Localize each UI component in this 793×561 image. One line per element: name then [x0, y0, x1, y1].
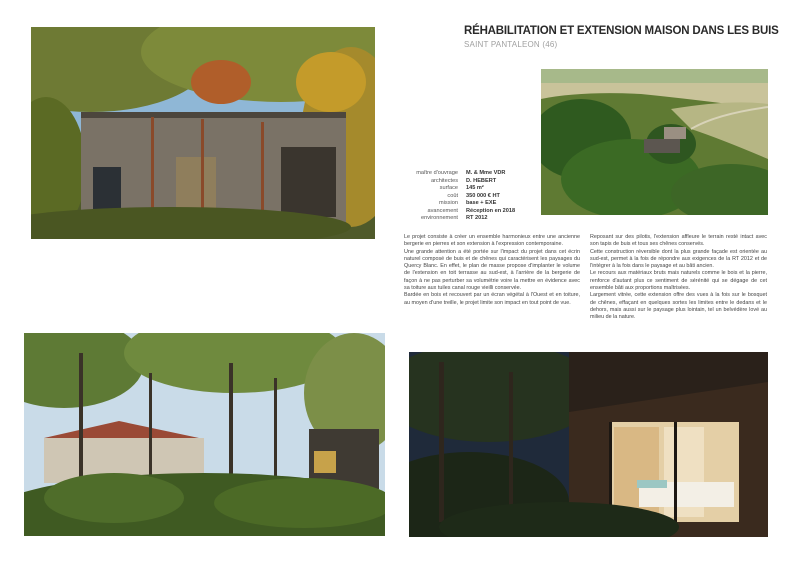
- description-left-column: [404, 234, 580, 307]
- paragraph: Le projet consiste à créer un ensemble harmonieux entre une ancienne bergerie en pierres et son extension à l'expression contemporaine.: [404, 234, 580, 248]
- photo-bedroom-night-view: [409, 352, 768, 537]
- photo-bergerie-and-extension: [24, 333, 385, 536]
- project-title: RÉHABILITATION ET EXTENSION MAISON DANS LES BUIS: [464, 25, 779, 37]
- fact-row: architectes D. HEBERT: [430, 177, 497, 184]
- fact-row: mission base + EXE: [439, 200, 497, 206]
- project-facts: [404, 170, 515, 223]
- fact-row: avancement Réception en 2018: [427, 207, 516, 214]
- fact-row: environnement RT 2012: [420, 215, 488, 221]
- photo-aerial-view: [541, 69, 768, 215]
- paragraph: Largement vitrée, cette extension offre des vues à la fois sur le bosquet de chênes, effaçant en quelques sortes les limites entre le dedans et le dehors, mais aussi sur le paysage plus lointain, tel un belvédère lové au milieu de la nature.: [590, 292, 767, 321]
- paragraph: Une grande attention a été portée sur l'impact du projet dans cet écrin naturel composé de buis et de chênes qui caractérisent les paysages du Quercy Blanc. En effet, le plan de masse propose d'implanter le volume de l'extension en toit terrasse au sud-est, à l'arrière de la bergerie de façon à ne pas perturber sa volumétrie voire la mettre en évidence avec sa toiture aux tuiles canal rouge vieilli conservée.: [404, 248, 580, 292]
- description-right-column: [590, 234, 767, 322]
- photo-extension-facade: [31, 27, 375, 239]
- fact-row: maître d'ouvrage M. & Mme VDR: [416, 170, 506, 176]
- paragraph: Bardée en bois et recouvert par un écran végétal à l'Ouest et en toiture, au moyen d'une treille, le projet limite son impact en tout point de vue.: [404, 292, 580, 306]
- project-location: SAINT PANTALEON (46): [464, 40, 558, 49]
- paragraph: Cette construction réversible dont la plus grande façade est orientée au sud-est, permet à la fois de répondre aux exigences de la RT 2012 et de l'intégrer à la fois dans le paysage et au bâti ancien.: [590, 248, 767, 270]
- fact-row: coût 350 000 € HT: [447, 192, 500, 199]
- fact-row: surface 145 m²: [439, 185, 484, 191]
- paragraph: Le recours aux matériaux bruts mais naturels comme le bois et la pierre, renforce d'autant plus ce sentiment de sérénité qui se dégage de cet ensemble bâti aux proportions maîtrisées.: [590, 270, 767, 292]
- paragraph: Reposant sur des pilotis, l'extension affleure le terrain resté intact avec son tapis de buis et tous ses chênes conservés.: [590, 234, 767, 248]
